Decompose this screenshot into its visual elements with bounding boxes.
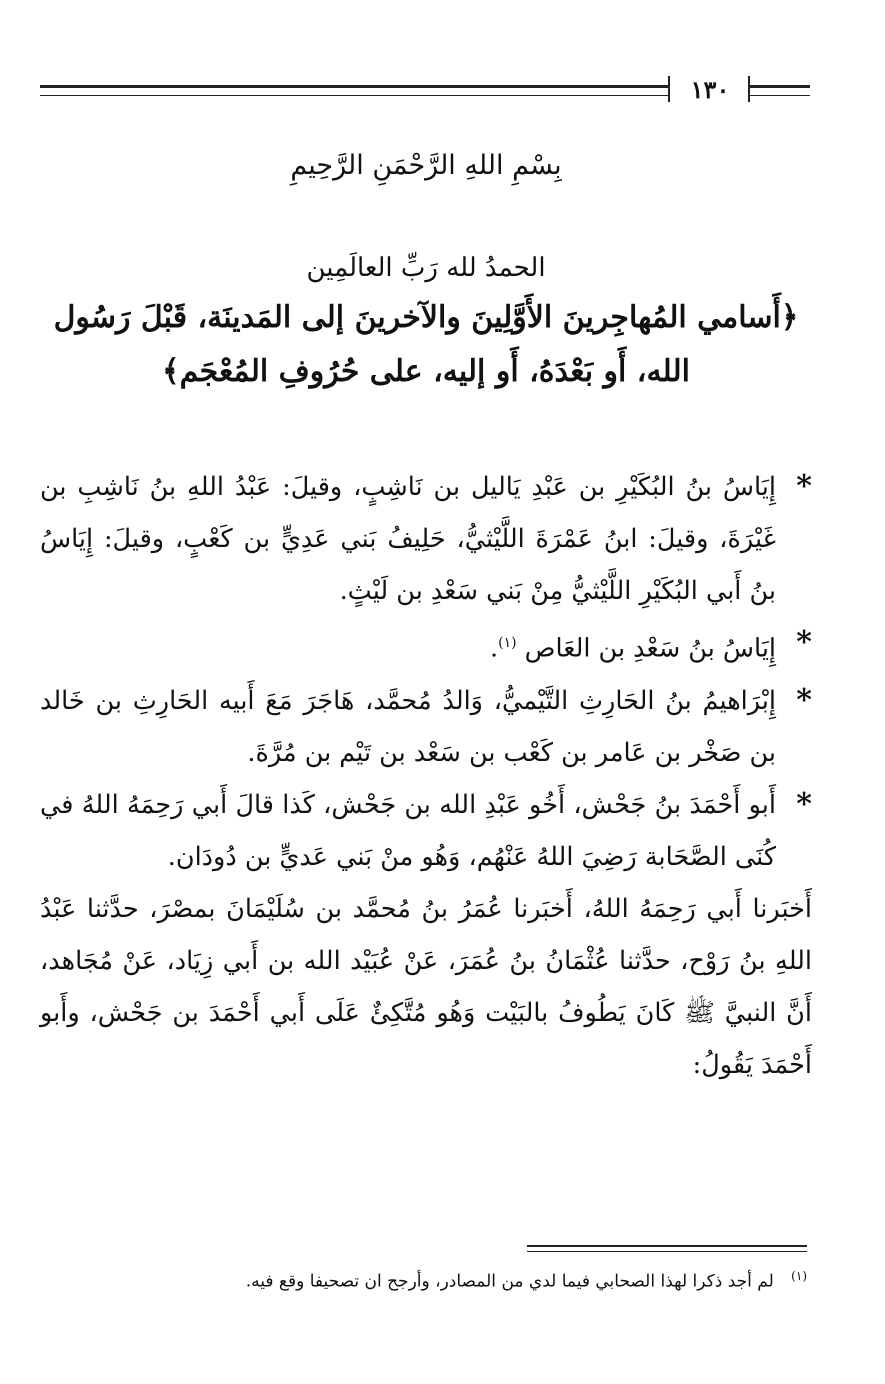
hadith-paragraph: أَخبَرنا أَبي رَحِمَهُ اللهُ، أَخبَرنا عُمَرُ بنُ مُحمَّد بن سُلَيْمَانَ بمصْرَ، حدَّثنا عَبْدُ اللهِ بنُ رَوْح، حدَّثنا عُثْمَانُ بنُ عُمَرَ، عَنْ عُبَيْد الله بن أَبي زِيَاد، عَنْ مُجَاهد، أَنَّ النبيَّ ﷺ كَانَ يَطُوفُ بالبَيْت وَهُو مُتَّكِئٌ عَلَى أَبي أَحْمَدَ بن جَحْش، وأَبو أَحْمَدَ يَقُولُ: xyxy=(40,893,812,1080)
asterisk-marker: * xyxy=(796,625,812,660)
footnote-text: لم أجد ذكرا لهذا الصحابي فيما لدي من المصادر، وأرجح ان تصحيفا وقع فيه. xyxy=(245,1271,774,1292)
page-number: ١٣٠ xyxy=(690,75,730,104)
page-header xyxy=(40,76,810,106)
entry-text: إِبْرَاهيمُ بنُ الحَارِثِ التَّيْميُّ، وَالدُ مُحمَّد، هَاجَرَ مَعَ أَبيه الحَارِثِ بن خَالد بن صَخْر بن عَامر بن كَعْب بن سَعْد بن تَيْم بن مُرَّةَ. xyxy=(40,685,776,768)
section-title: ﴿أَسامي المُهاجِرينَ الأَوَّلِينَ والآخرينَ إلى المَدينَة، قَبْلَ رَسُول الله، أَو بَعْدَهُ، أَو إليه، على حُرُوفِ المُعْجَم﴾ xyxy=(53,300,799,389)
footnote xyxy=(107,1262,807,1296)
header-rule-left xyxy=(40,85,668,96)
footnote-reference: (١) xyxy=(498,635,517,651)
list-item xyxy=(40,675,812,779)
hamd-line: الحمدُ لله رَبِّ العالَمِين xyxy=(306,253,546,283)
entry-suffix: . xyxy=(489,633,499,664)
list-item xyxy=(40,617,812,675)
header-rule-right xyxy=(750,85,810,96)
entry-text: إِيَاسُ بنُ البُكَيْرِ بن عَبْدِ يَاليل بن نَاشِبٍ، وقيلَ: عَبْدُ اللهِ بنُ نَاشِبِ بن غَيْرَةَ، وقيلَ: ابنُ عَمْرَةَ اللَّيْثيُّ، حَلِيفُ بَني عَدِيٍّ بن كَعْبٍ، وقيلَ: إِيَاسُ بنُ أَبي البُكَيْرِ اللَّيْثيُّ مِنْ بَني سَعْدِ بن لَيْثٍ. xyxy=(40,472,776,606)
footnote-separator xyxy=(527,1245,807,1252)
list-item xyxy=(40,461,812,617)
footnote-marker: (١) xyxy=(791,1269,807,1283)
basmala: بِسْمِ اللهِ الرَّحْمَنِ الرَّحِيمِ xyxy=(290,150,562,181)
asterisk-marker: * xyxy=(796,469,812,504)
entry-text: أَبو أَحْمَدَ بنُ جَحْش، أَخُو عَبْدِ الله بن جَحْش، كَذا قالَ أَبي رَحِمَهُ اللهُ في كُنَى الصَّحَابة رَضِيَ اللهُ عَنْهُم، وَهُو منْ بَني عَديٍّ بن دُودَان. xyxy=(40,789,776,872)
asterisk-marker: * xyxy=(796,682,812,718)
page-body xyxy=(40,150,812,1091)
asterisk-marker: * xyxy=(796,786,812,822)
list-item xyxy=(40,779,812,883)
header-divider-left xyxy=(668,76,670,102)
entry-text: إِيَاسُ بنُ سَعْدِ بن العَاص xyxy=(524,633,776,664)
